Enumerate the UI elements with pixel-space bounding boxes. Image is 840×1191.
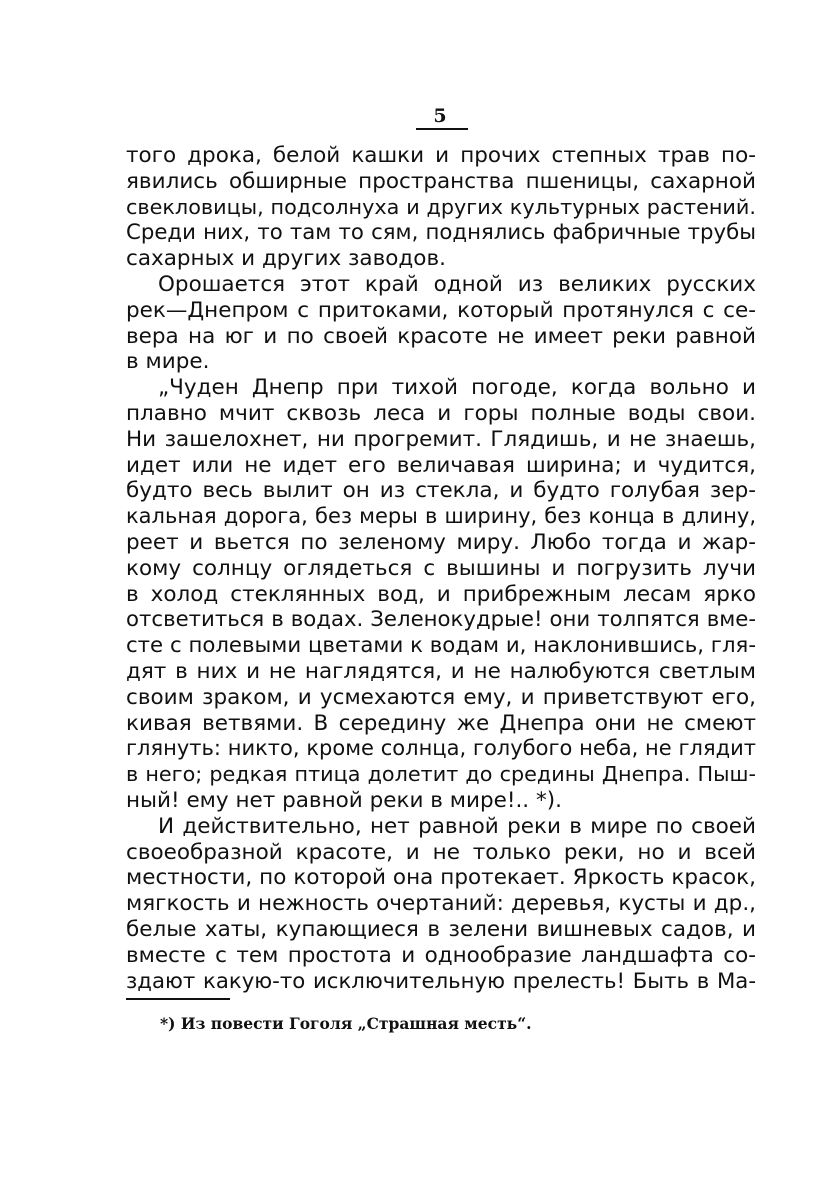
- text-line: дят в них и не наглядятся, и не налюбуются светлым: [126, 658, 756, 684]
- text-line: плавно мчит сквозь леса и горы полные воды свои.: [126, 400, 756, 426]
- text-line: сахарных и других заводов.: [126, 246, 446, 272]
- text-line: сте с полевыми цветами к водам и, наклонившись, гля-: [126, 633, 756, 659]
- text-line: кому солнцу оглядеться с вышины и погрузить лучи: [126, 555, 756, 581]
- text-line: Орошается этот край одной из великих русских: [158, 271, 756, 297]
- text-line: рек—Днепром с притоками, который протянулся с се-: [126, 297, 756, 323]
- body-text: [126, 143, 756, 994]
- text-line: И действительно, нет равной реки в мире по своей: [158, 813, 756, 839]
- text-line: кальная дорога, без меры в ширину, без конца в длину,: [126, 504, 756, 529]
- text-line: мягкость и нежность очертаний: деревья, кусты и др.,: [126, 891, 756, 917]
- text-line: в мире.: [126, 349, 210, 375]
- text-line: свекловицы, подсолнуха и других культурных растений.: [126, 194, 756, 219]
- text-line: своим зраком, и усмехаются ему, и приветствуют его,: [126, 684, 756, 710]
- text-line: Ни зашелохнет, ни прогремит. Глядишь, и не знаешь,: [126, 426, 756, 452]
- text-line: белые хаты, купающиеся в зелени вишневых садов, и: [126, 916, 756, 942]
- footnote: *) Из повести Гоголя „Страшная месть“.: [160, 1014, 532, 1033]
- text-line: отсветиться в водах. Зеленокудрые! они толпятся вме-: [126, 607, 756, 633]
- text-line: того дрока, белой кашки и прочих степных трав по-: [126, 143, 756, 168]
- text-line: явились обширные пространства пшеницы, сахарной: [126, 168, 756, 194]
- text-line: в него; редкая птица долетит до средины Днепра. Пыш-: [126, 762, 756, 787]
- page-number: 5: [433, 105, 447, 127]
- text-line: своеобразной красоте, и не только реки, но и всей: [126, 839, 756, 865]
- text-line: здают какую-то исключительную прелесть! Быть в Ма-: [126, 968, 756, 994]
- text-line: вместе с тем простота и однообразие ландшафта со-: [126, 942, 756, 968]
- footnote-separator: [126, 998, 230, 1000]
- text-line: кивая ветвями. В середину же Днепра они не смеют: [126, 710, 756, 736]
- text-line: будто весь вылит он из стекла, и будто голубая зер-: [126, 478, 756, 504]
- text-line: идет или не идет его величавая ширина; и чудится,: [126, 452, 756, 478]
- text-line: ный! ему нет равной реки в мире!.. *).: [126, 787, 562, 813]
- text-line: местности, по которой она протекает. Яркость красок,: [126, 865, 756, 891]
- text-line: Среди них, то там то сям, поднялись фабричные трубы: [126, 220, 756, 246]
- text-line: глянуть: никто, кроме солнца, голубого неба, не глядит: [126, 736, 756, 761]
- text-line: „Чуден Днепр при тихой погоде, когда вольно и: [158, 375, 756, 401]
- text-line: в холод стеклянных вод, и прибрежным лесам ярко: [126, 581, 756, 607]
- text-line: вера на юг и по своей красоте не имеет реки равной: [126, 323, 756, 349]
- page-number-rule: [416, 128, 468, 130]
- text-line: реет и вьется по зеленому миру. Любо тогда и жар-: [126, 529, 756, 555]
